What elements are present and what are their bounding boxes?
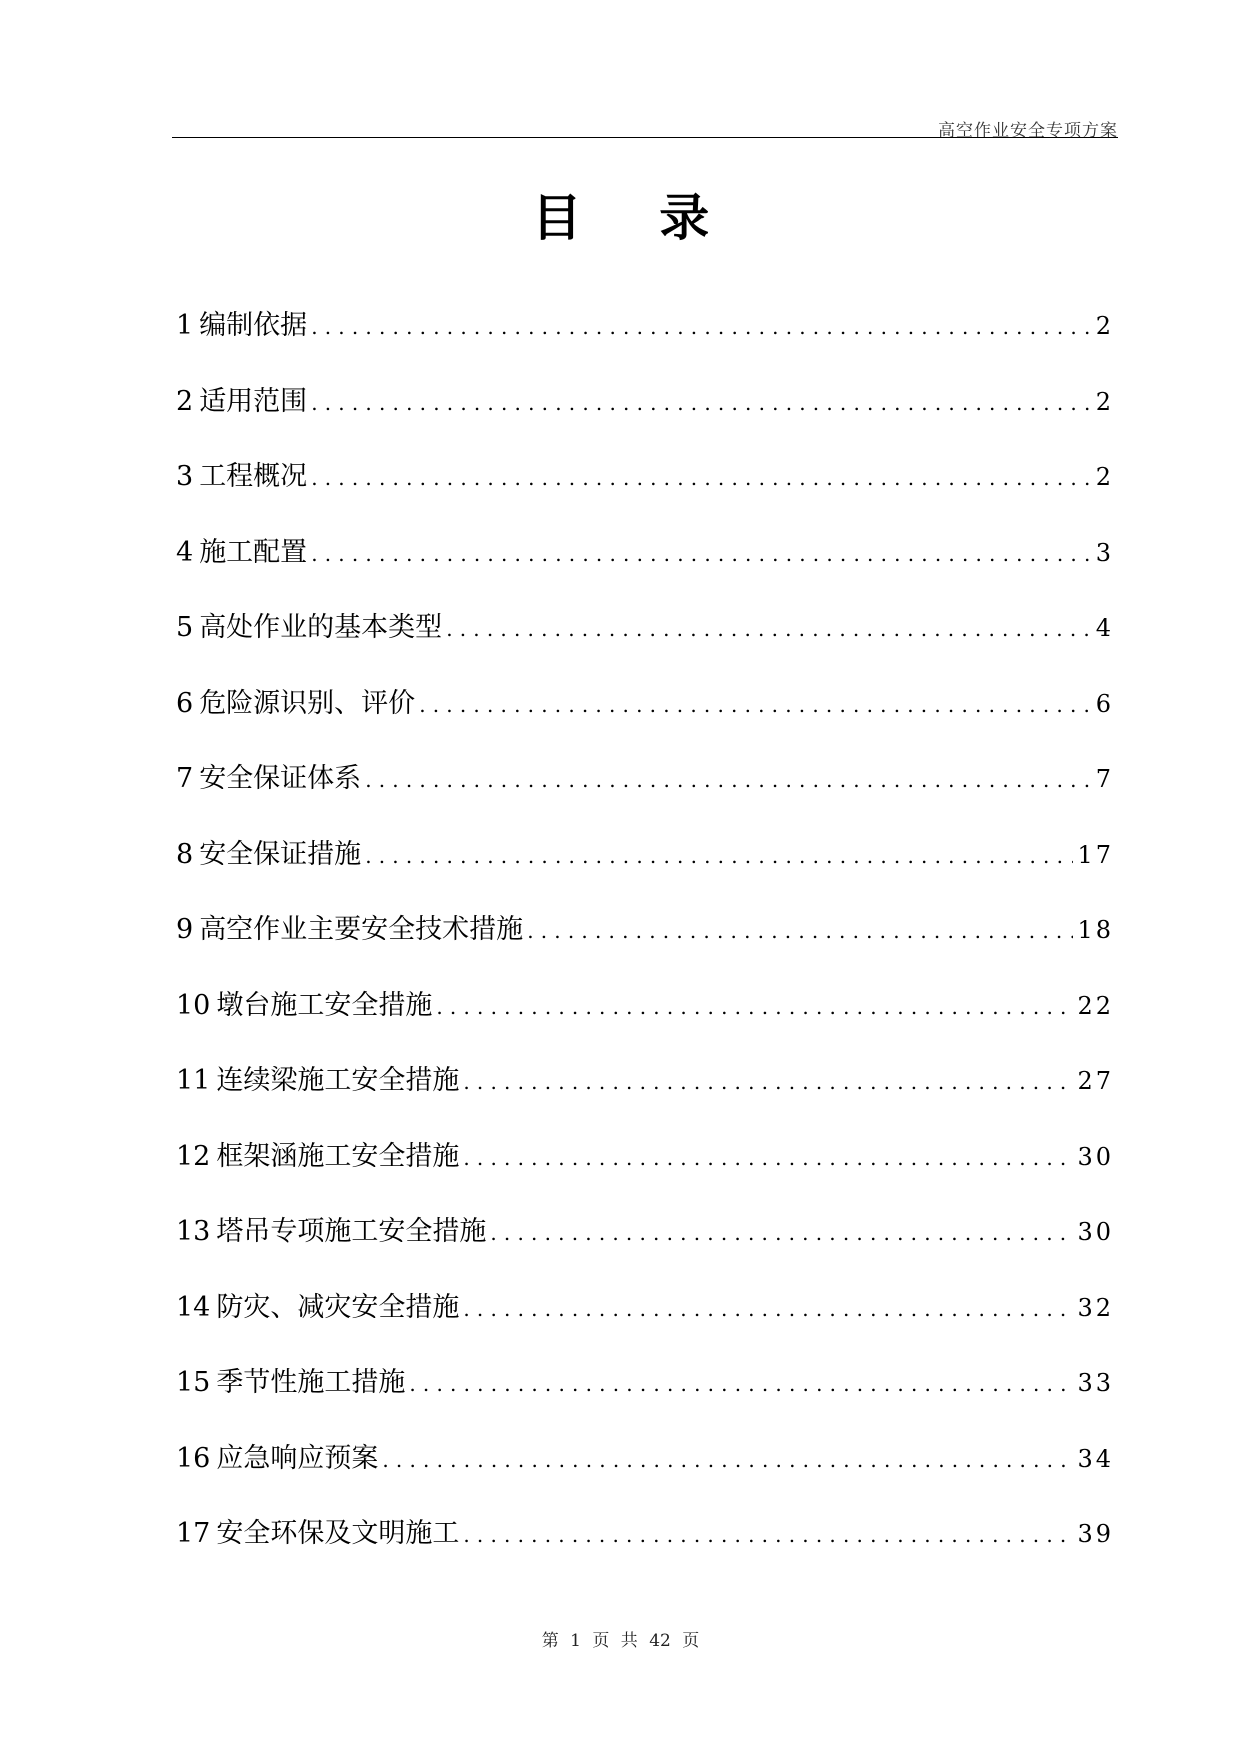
toc-number: 9: [176, 914, 194, 945]
toc-number: 14: [176, 1291, 211, 1323]
toc-item-17[interactable]: [176, 1516, 1114, 1592]
toc-number: 2: [176, 385, 194, 417]
toc-label: 危险源识别、评价: [199, 687, 416, 719]
toc-label: 塔吊专项施工安全措施: [216, 1216, 487, 1247]
toc-page-number: 2: [1095, 312, 1114, 340]
toc-item-6[interactable]: [176, 686, 1114, 762]
toc-number: 11: [176, 1065, 211, 1096]
toc-leader-dots: [436, 989, 1073, 1025]
toc-leader-dots: [311, 536, 1092, 572]
toc-label: 应急响应预案: [216, 1442, 379, 1474]
toc-item-11[interactable]: [176, 1063, 1114, 1139]
toc-number: 10: [176, 989, 211, 1021]
toc-page-number: 3: [1095, 538, 1114, 567]
toc-label: 高空作业主要安全技术措施: [199, 914, 524, 945]
table-of-contents: [176, 308, 1114, 1592]
toc-label: 高处作业的基本类型: [199, 612, 443, 643]
toc-label: 安全环保及文明施工: [216, 1518, 460, 1549]
toc-leader-dots: [365, 762, 1092, 798]
toc-page-number: 34: [1077, 1444, 1114, 1473]
toc-page-number: 27: [1077, 1067, 1114, 1095]
toc-label: 编制依据: [199, 310, 308, 341]
toc-label: 安全保证措施: [199, 838, 362, 870]
toc-item-13[interactable]: [176, 1214, 1114, 1290]
toc-label: 安全保证体系: [199, 763, 362, 794]
toc-leader-dots: [490, 1215, 1073, 1251]
toc-leader-dots: [382, 1442, 1073, 1478]
toc-number: 8: [176, 838, 194, 870]
toc-label: 防灾、减灾安全措施: [216, 1291, 460, 1323]
toc-leader-dots: [463, 1291, 1073, 1327]
toc-leader-dots: [446, 611, 1092, 647]
toc-item-1[interactable]: [176, 308, 1114, 384]
toc-label: 施工配置: [199, 536, 308, 568]
toc-page-number: 39: [1077, 1520, 1114, 1548]
toc-label: 季节性施工措施: [216, 1367, 406, 1398]
toc-item-10[interactable]: [176, 988, 1114, 1064]
toc-item-3[interactable]: [176, 459, 1114, 535]
toc-item-8[interactable]: [176, 837, 1114, 913]
header-rule: [172, 137, 1118, 138]
toc-leader-dots: [311, 309, 1092, 345]
toc-page-number: 7: [1095, 765, 1114, 793]
toc-label: 连续梁施工安全措施: [216, 1065, 460, 1096]
toc-leader-dots: [311, 385, 1092, 421]
toc-leader-dots: [419, 687, 1092, 723]
page-footer: 第 1 页 共 42 页: [541, 1631, 700, 1651]
running-header: 高空作业安全专项方案: [938, 121, 1118, 141]
toc-leader-dots: [409, 1366, 1073, 1402]
toc-leader-dots: [463, 1064, 1073, 1100]
toc-item-2[interactable]: [176, 384, 1114, 460]
toc-page-number: 6: [1095, 689, 1114, 718]
toc-number: 1: [176, 310, 194, 341]
page-title: 目 录: [531, 188, 740, 247]
toc-number: 3: [176, 461, 194, 492]
toc-number: 6: [176, 687, 194, 719]
toc-item-16[interactable]: [176, 1441, 1114, 1517]
toc-page-number: 32: [1077, 1293, 1114, 1322]
toc-page-number: 18: [1077, 916, 1114, 944]
toc-leader-dots: [463, 1140, 1073, 1176]
toc-leader-dots: [463, 1517, 1073, 1553]
toc-page-number: 17: [1077, 840, 1114, 869]
toc-page-number: 4: [1095, 614, 1114, 642]
toc-number: 13: [176, 1216, 211, 1247]
toc-item-14[interactable]: [176, 1290, 1114, 1366]
toc-item-9[interactable]: [176, 912, 1114, 988]
toc-label: 工程概况: [199, 461, 308, 492]
toc-item-7[interactable]: [176, 761, 1114, 837]
toc-page-number: 2: [1095, 387, 1114, 416]
toc-label: 墩台施工安全措施: [216, 989, 433, 1021]
toc-label: 框架涵施工安全措施: [216, 1140, 460, 1172]
toc-number: 5: [176, 612, 194, 643]
toc-page-number: 2: [1095, 463, 1114, 491]
toc-label: 适用范围: [199, 385, 308, 417]
toc-number: 12: [176, 1140, 211, 1172]
toc-page-number: 30: [1077, 1218, 1114, 1246]
toc-number: 7: [176, 763, 194, 794]
toc-page-number: 30: [1077, 1142, 1114, 1171]
toc-leader-dots: [365, 838, 1073, 874]
toc-number: 16: [176, 1442, 211, 1474]
toc-leader-dots: [527, 913, 1073, 949]
toc-number: 4: [176, 536, 194, 568]
toc-page-number: 33: [1077, 1369, 1114, 1397]
toc-leader-dots: [311, 460, 1092, 496]
toc-number: 17: [176, 1518, 211, 1549]
toc-item-4[interactable]: [176, 535, 1114, 611]
toc-page-number: 22: [1077, 991, 1114, 1020]
toc-item-5[interactable]: [176, 610, 1114, 686]
toc-item-15[interactable]: [176, 1365, 1114, 1441]
toc-number: 15: [176, 1367, 211, 1398]
toc-item-12[interactable]: [176, 1139, 1114, 1215]
